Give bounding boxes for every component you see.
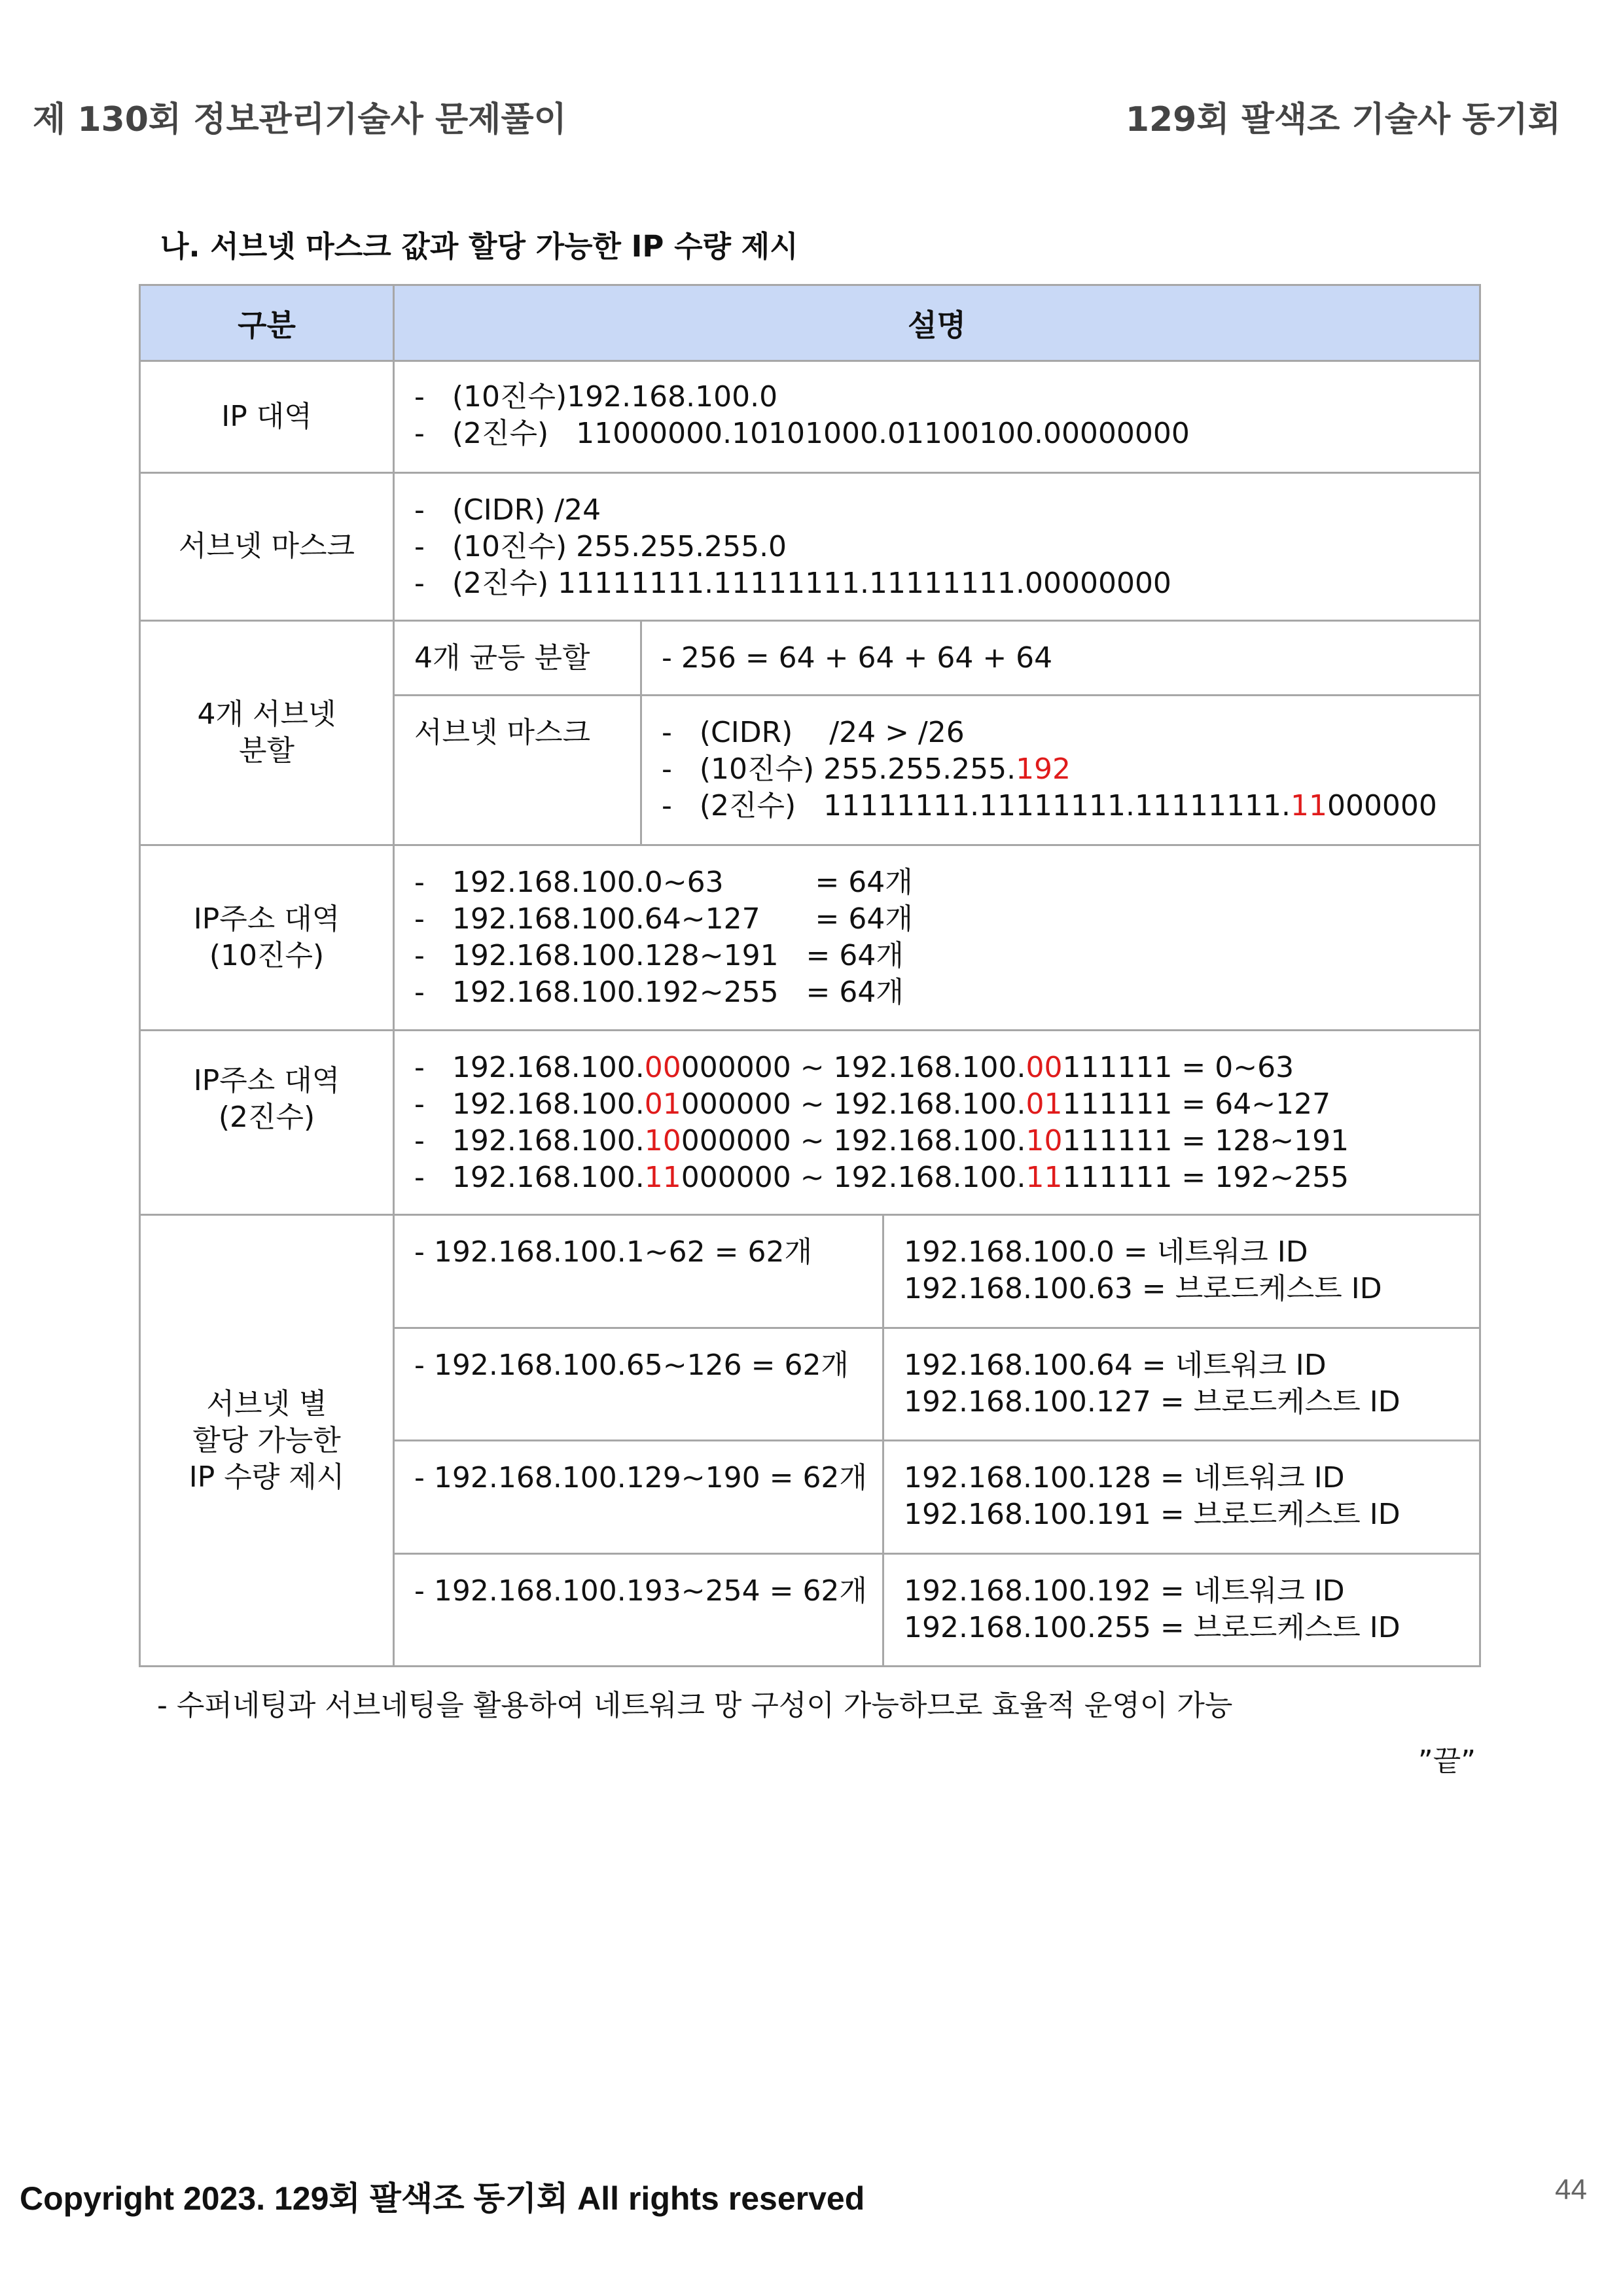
split-label-line2: 분할: [238, 734, 294, 768]
alloc-range: - 192.168.100.65~126 = 62개: [394, 1328, 883, 1440]
ip-decimal-line: - 192.168.100.64~127 = 64개: [414, 902, 913, 936]
ip-decimal-line: - 192.168.100.128~191 = 64개: [414, 938, 904, 972]
alloc-ids: 192.168.100.64 = 네트워크 ID 192.168.100.127 = 브로드케스트 ID: [883, 1328, 1480, 1440]
highlight-bits: 11: [1290, 789, 1327, 823]
ip-range-line: - (10진수)192.168.100.0: [414, 380, 778, 414]
table-row-subnet-mask: [140, 472, 1480, 621]
table-row-ip-binary: [140, 1030, 1480, 1215]
table-row-ip-range: [140, 361, 1480, 472]
ip-decimal-label: IP주소 대역 (10진수): [140, 845, 394, 1030]
alloc-range: - 192.168.100.1~62 = 62개: [394, 1215, 883, 1328]
col-header-description: 설명: [394, 285, 1480, 361]
alloc-ids: 192.168.100.192 = 네트워크 ID 192.168.100.255 = 브로드케스트 ID: [883, 1553, 1480, 1666]
ip-range-label: IP 대역: [140, 361, 394, 472]
page-number: 44: [1555, 2174, 1587, 2206]
table-row-split-even: [140, 621, 1480, 696]
split-even-label: 4개 균등 분할: [394, 621, 641, 696]
header-left-title: 제 130회 정보관리기술사 문제풀이: [33, 100, 567, 139]
split-even-value: - 256 = 64 + 64 + 64 + 64: [641, 621, 1480, 696]
alloc-ids: 192.168.100.128 = 네트워크 ID 192.168.100.191 = 브로드케스트 ID: [883, 1441, 1480, 1553]
subnet-mask-line: - (10진수) 255.255.255.0: [414, 529, 787, 563]
alloc-label: 서브넷 별 할당 가능한 IP 수량 제시: [140, 1215, 394, 1667]
split-mask-cidr: - (CIDR) /24 > /26: [662, 716, 965, 750]
alloc-range: - 192.168.100.193~254 = 62개: [394, 1553, 883, 1666]
header-right-title: 129회 팔색조 기술사 동기회: [1125, 100, 1561, 139]
subnet-mask-line: - (2진수) 11111111.11111111.11111111.00000000: [414, 566, 1171, 600]
conclusion-note: - 수퍼네팅과 서브네팅을 활용하여 네트워크 망 구성이 가능하므로 효율적 운영이 가능: [157, 1689, 1233, 1722]
ip-binary-line: - 192.168.100.11000000 ~ 192.168.100.11111111 = 192~255: [414, 1160, 1349, 1194]
copyright-footer: Copyright 2023. 129회 팔색조 동기회 All rights reserved: [20, 2180, 865, 2217]
split-label-line1: 4개 서브넷: [197, 698, 336, 732]
ip-binary-line: - 192.168.100.01000000 ~ 192.168.100.01111111 = 64~127: [414, 1087, 1331, 1121]
table-row-alloc: [140, 1215, 1480, 1328]
ip-decimal-line: - 192.168.100.0~63 = 64개: [414, 865, 913, 899]
split-label: [140, 621, 394, 845]
subnet-table: [139, 284, 1481, 1667]
ip-decimal-line: - 192.168.100.192~255 = 64개: [414, 975, 904, 1009]
end-mark: ”끝”: [1418, 1744, 1476, 1778]
table-row-ip-decimal: [140, 845, 1480, 1030]
alloc-ids: 192.168.100.0 = 네트워크 ID 192.168.100.63 = 브로드케스트 ID: [883, 1215, 1480, 1328]
ip-range-line: - (2진수) 11000000.10101000.01100100.00000000: [414, 417, 1190, 451]
split-mask-binary: - (2진수) 11111111.11111111.11111111.11000000: [662, 789, 1437, 823]
alloc-range: - 192.168.100.129~190 = 62개: [394, 1441, 883, 1553]
highlight-192: 192: [1016, 752, 1071, 786]
split-mask-label: 서브넷 마스크: [394, 696, 641, 845]
ip-binary-label: IP주소 대역 (2진수): [140, 1030, 394, 1215]
ip-binary-line: - 192.168.100.10000000 ~ 192.168.100.10111111 = 128~191: [414, 1123, 1349, 1157]
ip-binary-line: - 192.168.100.00000000 ~ 192.168.100.00111111 = 0~63: [414, 1050, 1294, 1084]
split-mask-decimal: - (10진수) 255.255.255.192: [662, 752, 1071, 786]
subnet-mask-line: - (CIDR) /24: [414, 493, 601, 527]
section-title: 나. 서브넷 마스크 값과 할당 가능한 IP 수량 제시: [160, 229, 798, 264]
col-header-category: 구분: [140, 285, 394, 361]
subnet-mask-label: 서브넷 마스크: [140, 472, 394, 621]
